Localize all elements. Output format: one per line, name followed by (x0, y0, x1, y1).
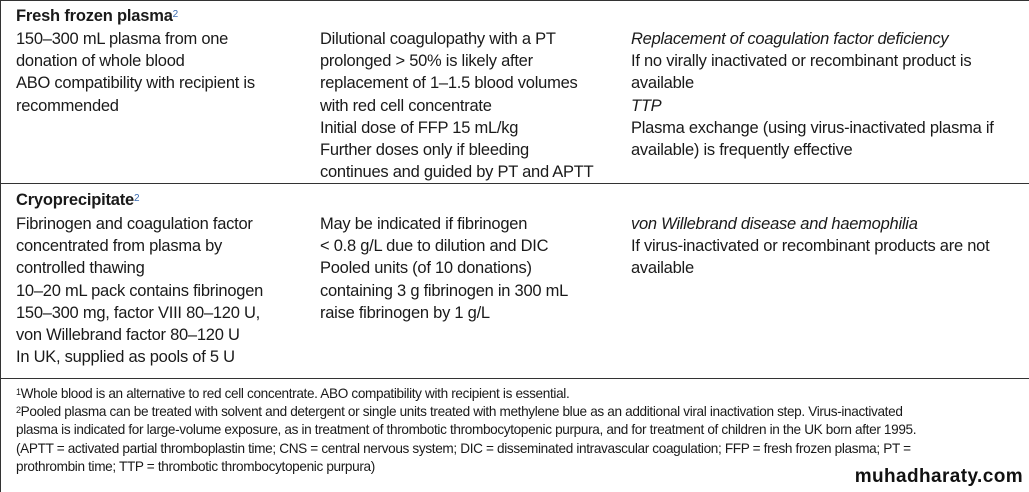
column-indications (320, 213, 568, 324)
text-line: Plasma exchange (using virus-inactivated plasma if (631, 118, 994, 137)
text-line: raise fibrinogen by 1 g/L (320, 303, 490, 322)
text-line: concentrated from plasma by (16, 237, 223, 256)
text-line: Further doses only if bleeding (320, 141, 529, 160)
footnote-marker: 2 (16, 405, 21, 416)
text-line: TTP (631, 96, 662, 115)
text-line: Pooled units (of 10 donations) (320, 259, 532, 278)
section-cryoprecipitate (1, 186, 1029, 379)
text-line: Replacement of coagulation factor deficiency (631, 30, 949, 48)
watermark: muhadharaty.com (854, 466, 1023, 487)
footnote-2 (16, 403, 1021, 421)
text-line: available (631, 74, 694, 93)
text-line: ABO compatibility with recipient is (16, 74, 255, 93)
text-line: available (631, 259, 694, 278)
title-footnote-ref: 2 (134, 193, 140, 204)
text-line: < 0.8 g/L due to dilution and DIC (320, 237, 549, 256)
footnote-text: Whole blood is an alternative to red cell concentrate. ABO compatibility with recipient is essential. (20, 386, 570, 401)
text-line: prolonged > 50% is likely after (320, 52, 533, 71)
footnotes (16, 385, 1021, 476)
text-line: 10–20 mL pack contains fibrinogen (16, 281, 264, 300)
text-line: available) is frequently effective (631, 141, 853, 160)
column-uses (631, 28, 994, 161)
text-line: May be indicated if fibrinogen (320, 215, 528, 233)
text-line: 150–300 mg, factor VIII 80–120 U, (16, 303, 260, 322)
text-line: von Willebrand disease and haemophilia (631, 215, 918, 233)
abbreviations-continued: prothrombin time; TTP = thrombotic thrombocytopenic purpura) (16, 458, 375, 474)
footnote-1 (16, 385, 1021, 403)
section-title-text: Cryoprecipitate (16, 191, 135, 209)
text-line: von Willebrand factor 80–120 U (16, 326, 240, 345)
section-title (16, 189, 139, 211)
footnote-marker: 1 (16, 387, 21, 397)
section-title-text: Fresh frozen plasma (16, 7, 173, 25)
text-line: replacement of 1–1.5 blood volumes (320, 74, 578, 93)
title-footnote-ref: 2 (172, 9, 179, 20)
text-line: donation of whole blood (16, 52, 185, 71)
text-line: containing 3 g fibrinogen in 300 mL (320, 281, 569, 300)
footnote-text: Pooled plasma can be treated with solvent and detergent or single units treated with methylene blue as an additional viral inactivation step. Virus-inactivated (20, 404, 903, 420)
section-fresh-frozen-plasma (1, 1, 1029, 184)
text-line: Dilutional coagulopathy with a PT (320, 30, 556, 48)
column-description (16, 213, 263, 368)
text-line: 150–300 mL plasma from one (16, 30, 229, 48)
text-line: In UK, supplied as pools of 5 U (16, 348, 235, 367)
text-line: continues and guided by PT and APTT (320, 163, 594, 182)
column-indications (320, 28, 593, 183)
text-line: If no virally inactivated or recombinant product is (631, 52, 972, 71)
abbreviations: (APTT = activated partial thromboplastin time; CNS = central nervous system; DIC = disseminated intravascular coagulation; FFP = fresh frozen plasma; PT = (16, 440, 911, 456)
text-line: with red cell concentrate (320, 96, 492, 115)
footnote-2-continued: plasma is indicated for large-volume exposure, as in treatment of thrombotic thrombocytopenic purpura, and for treatment of children in the UK born after 1995. (16, 422, 917, 438)
column-uses (631, 213, 989, 280)
text-line: Initial dose of FFP 15 mL/kg (320, 118, 519, 137)
text-line: controlled thawing (16, 259, 145, 278)
column-description (16, 28, 255, 117)
text-line: Fibrinogen and coagulation factor (16, 215, 253, 233)
section-title (16, 5, 178, 27)
text-line: recommended (16, 96, 119, 115)
text-line: If virus-inactivated or recombinant products are not (631, 237, 990, 256)
